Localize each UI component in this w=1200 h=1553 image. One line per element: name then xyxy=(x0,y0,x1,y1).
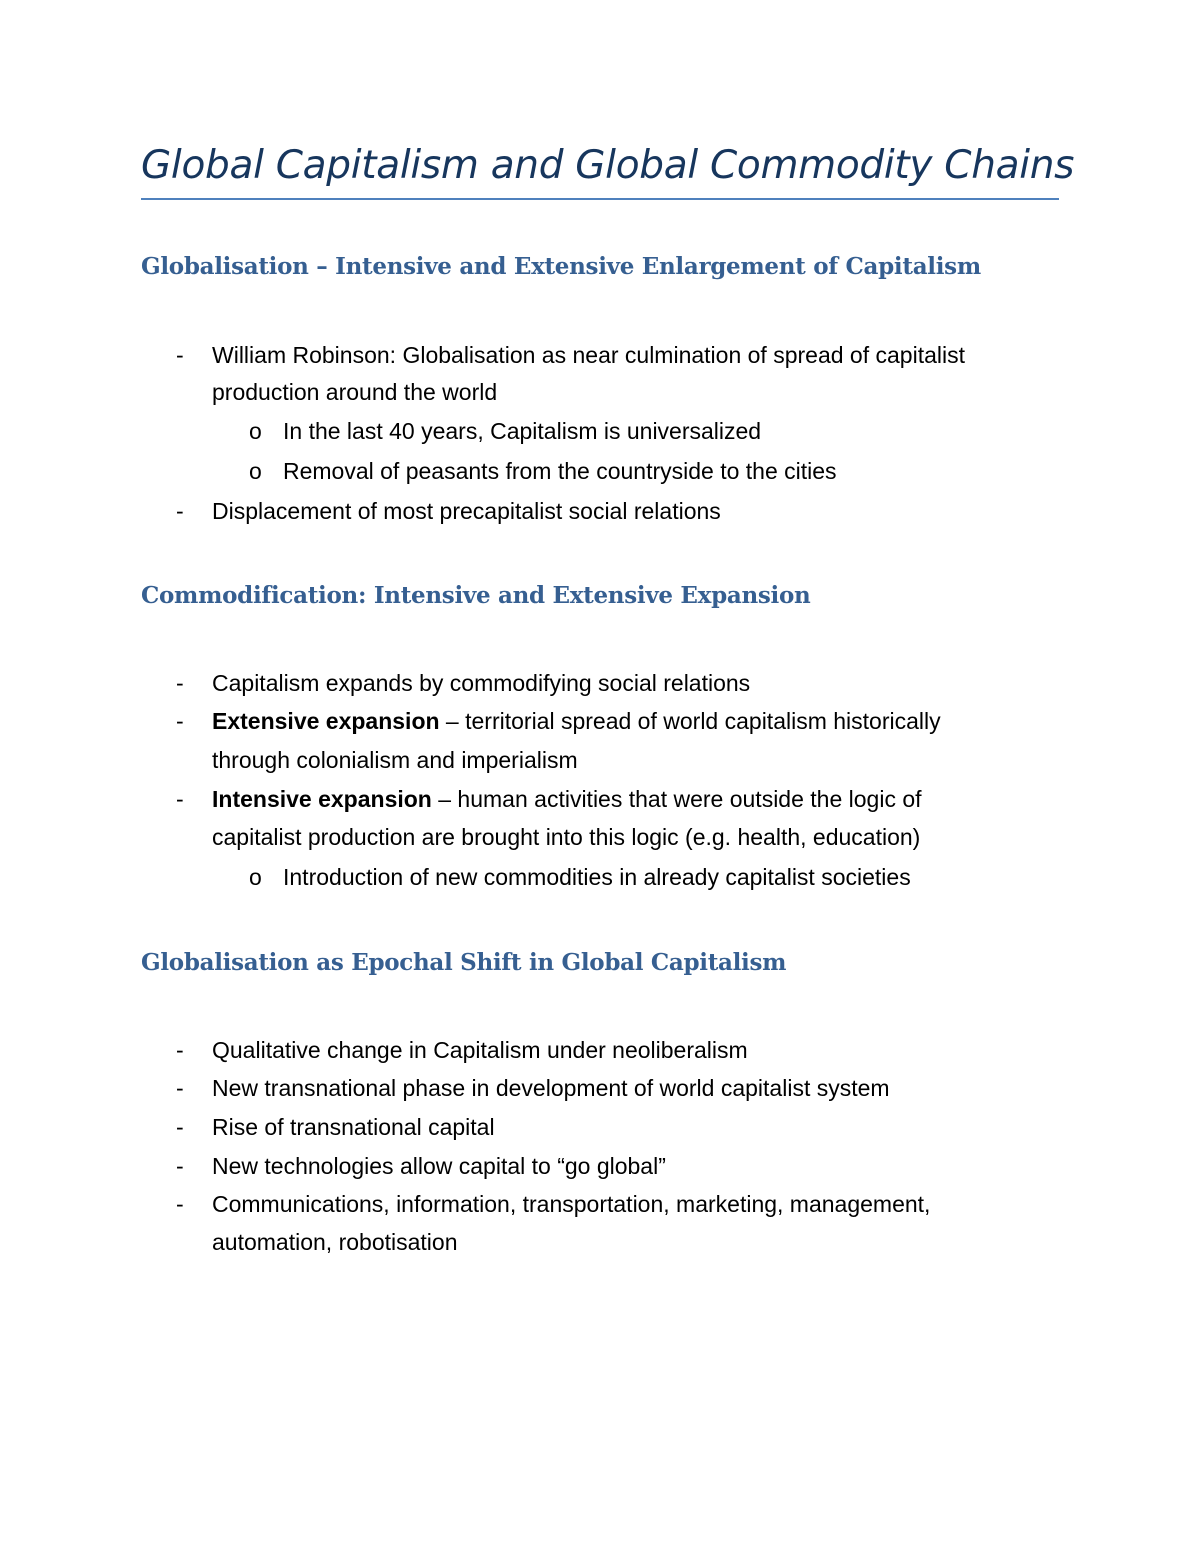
list-item xyxy=(212,702,941,741)
list-item: New transnational phase in development of world capitalist system xyxy=(212,1075,890,1101)
dash-bullet: - xyxy=(176,708,184,734)
section-heading-epochal-shift: Globalisation as Epochal Shift in Global Capitalism xyxy=(141,949,787,976)
list-item-text: – human activities that were outside the logic of xyxy=(431,786,922,812)
dash-bullet: - xyxy=(176,1114,184,1140)
dash-bullet: - xyxy=(176,1075,184,1101)
sub-list-item: In the last 40 years, Capitalism is universalized xyxy=(283,418,762,444)
sub-list-item: Introduction of new commodities in already capitalist societies xyxy=(283,864,911,890)
circle-bullet: o xyxy=(249,418,262,444)
list-item-continuation: automation, robotisation xyxy=(212,1229,458,1255)
dash-bullet: - xyxy=(176,670,184,696)
list-item: Qualitative change in Capitalism under neoliberalism xyxy=(212,1037,748,1063)
title-underline-rule xyxy=(141,198,1059,200)
circle-bullet: o xyxy=(249,864,262,890)
section-heading-globalisation: Globalisation – Intensive and Extensive Enlargement of Capitalism xyxy=(141,253,981,280)
list-item: Capitalism expands by commodifying social relations xyxy=(212,670,751,696)
list-item-text: – territorial spread of world capitalism historically xyxy=(439,708,941,734)
list-item: Rise of transnational capital xyxy=(212,1114,495,1140)
list-item xyxy=(212,780,922,819)
dash-bullet: - xyxy=(176,342,184,368)
list-item: William Robinson: Globalisation as near culmination of spread of capitalist xyxy=(212,342,965,368)
list-item-continuation: capitalist production are brought into this logic (e.g. health, education) xyxy=(212,824,921,850)
dash-bullet: - xyxy=(176,498,184,524)
list-item: Communications, information, transportation, marketing, management, xyxy=(212,1191,931,1217)
dash-bullet: - xyxy=(176,1037,184,1063)
list-item: Displacement of most precapitalist social relations xyxy=(212,498,721,524)
dash-bullet: - xyxy=(176,786,184,812)
circle-bullet: o xyxy=(249,458,262,484)
dash-bullet: - xyxy=(176,1153,184,1179)
dash-bullet: - xyxy=(176,1191,184,1217)
list-item: New technologies allow capital to “go global” xyxy=(212,1153,666,1179)
list-item-continuation: through colonialism and imperialism xyxy=(212,747,578,773)
bold-term: Intensive expansion xyxy=(212,786,432,812)
section-heading-commodification: Commodification: Intensive and Extensive Expansion xyxy=(141,582,811,609)
sub-list-item: Removal of peasants from the countryside to the cities xyxy=(283,458,837,484)
document-title: Global Capitalism and Global Commodity Chains xyxy=(141,143,1075,188)
list-item-continuation: production around the world xyxy=(212,379,498,405)
bold-term: Extensive expansion xyxy=(212,708,440,734)
